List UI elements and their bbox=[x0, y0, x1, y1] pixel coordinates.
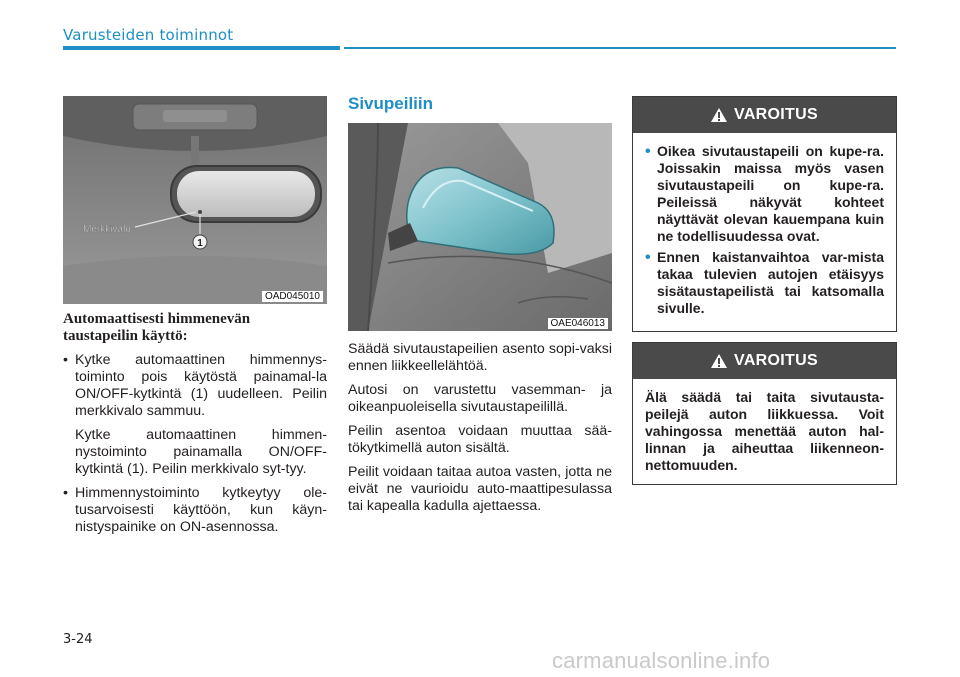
warning-triangle-icon bbox=[711, 354, 727, 368]
warning-header bbox=[633, 343, 896, 379]
figure-caption-left: OAD045010 bbox=[262, 291, 323, 302]
warning-box-convex-mirror bbox=[632, 96, 897, 332]
header-rule-thin bbox=[344, 47, 896, 49]
warning-item: • Oikea sivutaustapeili on kupe-ra. Joissakin maissa myös vasen sivutaustapeili on kupe-ra. Peileissä näkyvät kohteet näyttävät olevan kauempana kuin ne todellisuudessa ovat. bbox=[645, 143, 884, 245]
warning-body bbox=[633, 133, 896, 331]
warning-title: VAROITUS bbox=[734, 352, 818, 369]
paragraph: Autosi on varustettu vasemman- ja oikeanpuoleisella sivutaustapeilillä. bbox=[348, 382, 612, 415]
warning-body bbox=[633, 379, 896, 484]
auto-dimming-heading: Automaattisesti himmenevän taustapeilin käyttö: bbox=[63, 311, 251, 344]
warning-item: • Ennen kaistanvaihtoa var-mista takaa tulevien autojen etäisyys sisätaustapeilistä tai katsomalla sivulle. bbox=[645, 249, 884, 317]
page-number: 3-24 bbox=[63, 632, 93, 647]
paragraph: Säädä sivutaustapeilien asento sopi-vaksi ennen liikkeellelähtöä. bbox=[348, 341, 612, 374]
side-mirror-illustration bbox=[348, 123, 612, 331]
paragraph: Peilit voidaan taitaa autoa vasten, jotta ne eivät ne vaurioidu auto-maattipesulassa tai kapealla kadulla ajettaessa. bbox=[348, 464, 612, 514]
list-item: • Kytke automaattinen himmennys-toiminto pois käytöstä painamal-la ON/OFF-kytkintä (1) uudelleen. Peilin merkkivalo sammuu. bbox=[63, 352, 327, 420]
watermark: carmanualsonline.info bbox=[552, 648, 771, 673]
list-item: • Himmennystoiminto kytkeytyy ole-tusarvoisesti käyttöön, kun käyn-nistyspainike on ON-asennossa. bbox=[63, 485, 327, 536]
rearview-mirror-illustration bbox=[63, 96, 327, 304]
section-title: Varusteiden toiminnot bbox=[63, 26, 234, 44]
side-mirrors-heading: Sivupeiliin bbox=[348, 94, 434, 113]
warning-box-adjust-while-driving bbox=[632, 342, 897, 485]
list-item-continued: Kytke automaattinen himmen-nystoiminto painamalla ON/OFF-kytkintä (1). Peilin merkkivalo syt-tyy. bbox=[75, 427, 327, 477]
header-rule-thick bbox=[63, 46, 340, 50]
figure-caption-middle: OAE046013 bbox=[548, 318, 609, 329]
warning-title: VAROITUS bbox=[734, 106, 818, 123]
callout-number: 1 bbox=[197, 238, 203, 249]
warning-header bbox=[633, 97, 896, 133]
mirror-label-text: Merkkivalo bbox=[83, 224, 131, 235]
warning-triangle-icon bbox=[711, 108, 727, 122]
middle-column bbox=[348, 341, 612, 515]
warning-text: Älä säädä tai taita sivutausta-peilejä auton liikkuessa. Voit vahingossa menettää auton hal-linnan ja aiheuttaa liikenneon-nettomuuden. bbox=[645, 389, 884, 473]
rearview-mirror-figure bbox=[63, 96, 327, 304]
paragraph: Peilin asentoa voidaan muuttaa sää-tökytkimellä auton sisältä. bbox=[348, 423, 612, 456]
left-column bbox=[63, 311, 327, 536]
side-mirror-figure bbox=[348, 123, 612, 331]
